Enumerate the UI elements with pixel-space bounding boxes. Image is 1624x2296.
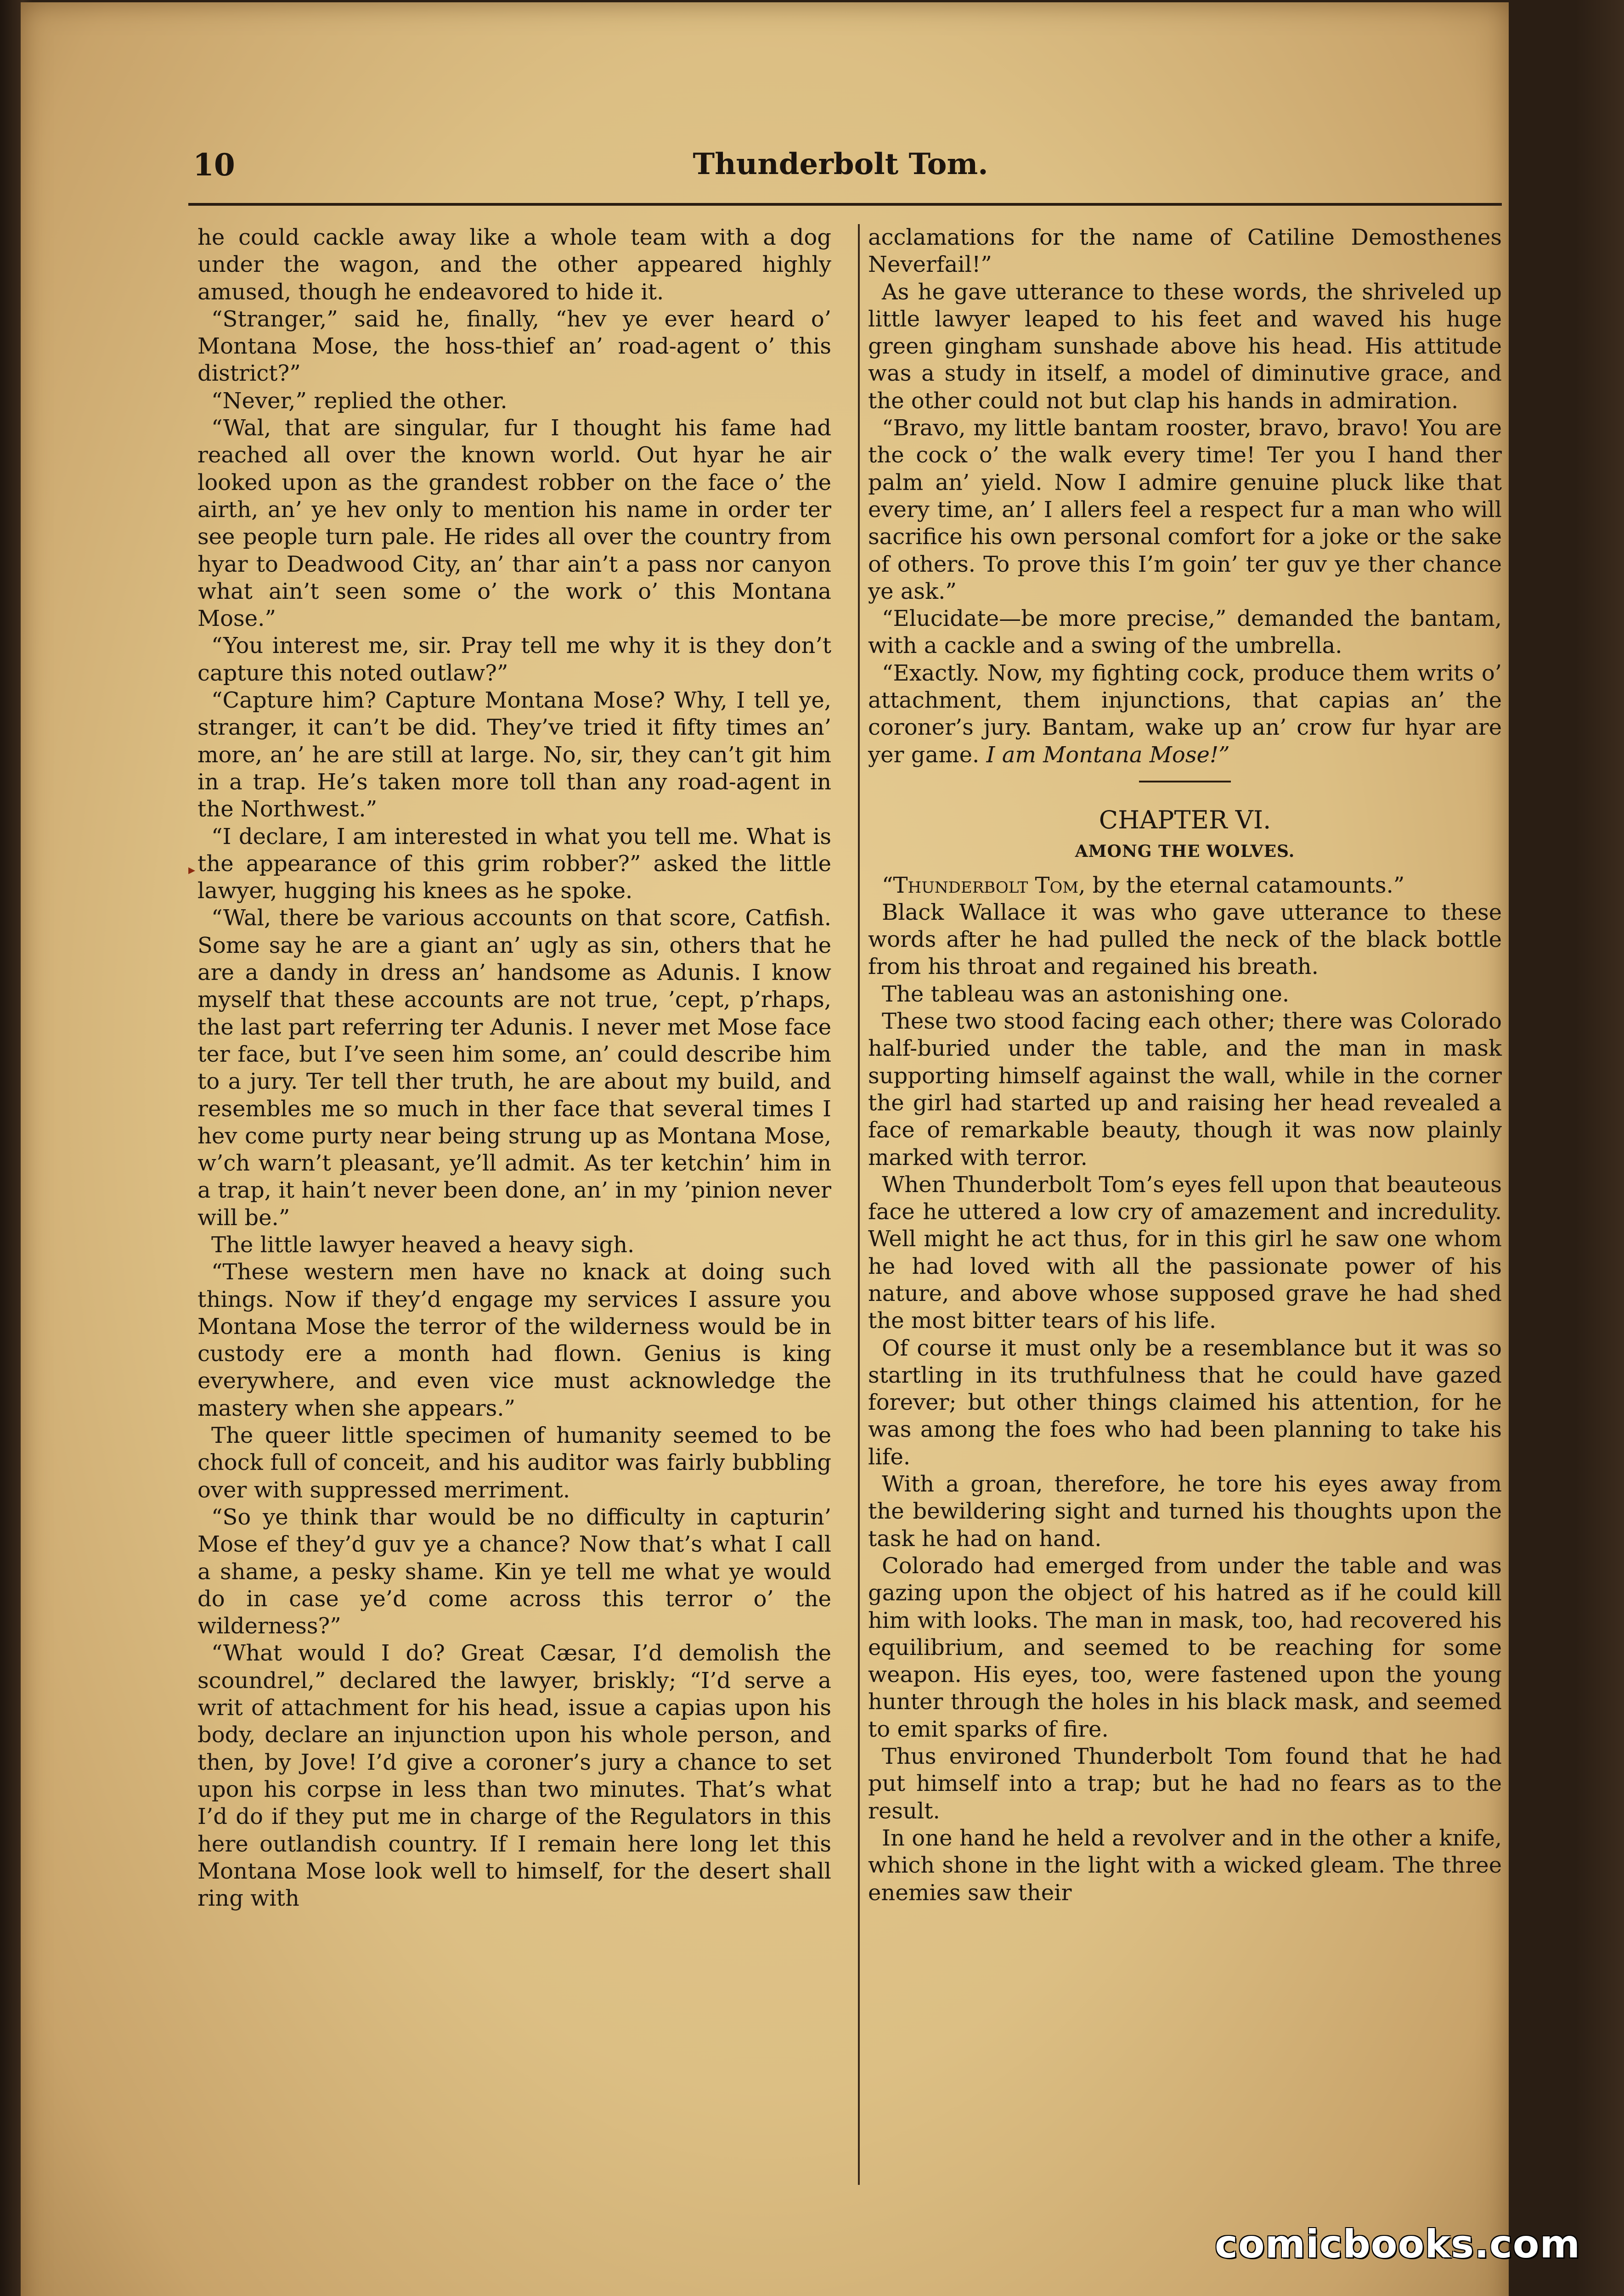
- paragraph: “Elucidate—be more precise,” demanded the bantam, with a cackle and a swing of the umbrella.: [868, 606, 1502, 659]
- small-caps-name: “Thunderbolt Tom,: [882, 872, 1086, 898]
- page-header: [175, 147, 1506, 193]
- paragraph-text: by the eternal catamounts.”: [1092, 872, 1405, 898]
- paragraph: When Thunderbolt Tom’s eyes fell upon that beauteous face he uttered a low cry of amazement and incredulity. Well might he act thus, for in this girl he saw one whom he had loved with all the passionate power of his nature, and above whose supposed grave he had shed the most bitter tears of his life.: [868, 1171, 1502, 1334]
- paragraph: “Capture him? Capture Montana Mose? Why, I tell ye, stranger, it can’t be did. They’ve tried it fifty times an’ more, an’ he are still at large. No, sir, they can’t git him in a trap. He’s taken more toll than any road-agent in the Northwest.”: [197, 687, 831, 822]
- paragraph: Thus environed Thunderbolt Tom found that he had put himself into a trap; but he had no fears as to the result.: [868, 1744, 1502, 1824]
- paragraph: In one hand he held a revolver and in the other a knife, which shone in the light with a wicked gleam. The three enemies saw their: [868, 1825, 1502, 1906]
- paragraph: The queer little specimen of humanity seemed to be chock full of conceit, and his auditor was fairly bubbling over with suppressed merriment.: [197, 1423, 831, 1503]
- paragraph-text: “Exactly. Now, my fighting cock, produce them writs o’ attachment, them injunctions, that capias an’ the coroner’s jury. Bantam, wake up an’ crow fur hyar are yer game.: [868, 660, 1502, 768]
- paragraph: “Stranger,” said he, finally, “hev ye ever heard o’ Montana Mose, the hoss-thief an’ road-agent o’ this district?”: [197, 306, 831, 387]
- column-divider: [858, 224, 860, 2185]
- chapter-subtitle: AMONG THE WOLVES.: [1075, 842, 1295, 861]
- site-watermark: comicbooks.com: [1215, 2222, 1580, 2267]
- paragraph: Black Wallace it was who gave utterance to these words after he had pulled the neck of the black bottle from his throat and regained his breath.: [868, 899, 1502, 980]
- paragraph: Colorado had emerged from under the table and was gazing upon the object of his hatred as if he could kill him with looks. The man in mask, too, had recovered his equilibrium, and seemed to be reaching for some weapon. His eyes, too, were fastened upon the young hunter through the holes in his black mask, and seemed to emit sparks of fire.: [868, 1553, 1502, 1742]
- right-column: [868, 224, 1502, 1907]
- header-rule: [188, 203, 1502, 206]
- paragraph: Of course it must only be a resemblance but it was so startling in its truthfulness that he could have gazed forever; but other things claimed his attention, for he was among the foes who had been planning to take his life.: [868, 1335, 1502, 1470]
- paragraph: [868, 872, 1502, 899]
- paragraph: “So ye think thar would be no difficulty in capturin’ Mose ef they’d guv ye a chance? Now that’s what I call a shame, a pesky shame. Kin ye tell me what ye would do in case ye’d come across this terror o’ the wilderness?”: [197, 1504, 831, 1639]
- page-number: 10: [193, 147, 235, 183]
- paragraph: The tableau was an astonishing one.: [882, 981, 1290, 1007]
- margin-mark: ▸: [188, 862, 196, 878]
- paragraph: “Wal, that are singular, fur I thought his fame had reached all over the known world. Out hyar he air looked upon as the grandest robber on the face o’ the airth, an’ ye hev only to mention his name in order ter see people turn pale. He rides all over the country from hyar to Deadwood City, an’ thar ain’t a pass nor canyon what ain’t seen some o’ the work o’ this Montana Mose.”: [197, 415, 831, 632]
- paragraph: he could cackle away like a whole team with a dog under the wagon, and the other appeared highly amused, though he endeavored to hide it.: [197, 225, 831, 305]
- paragraph: “What would I do? Great Cæsar, I’d demolish the scoundrel,” declared the lawyer, briskly; “I’d serve a writ of attachment for his head, issue a capias upon his body, declare an injunction upon his whole person, and then, by Jove! I’d give a coroner’s jury a chance to set upon his corpse in less than two minutes. That’s what I’d do if they put me in charge of the Regulators in this here outlandish country. If I remain here long let this Montana Mose look well to himself, for the desert shall ring with: [197, 1640, 831, 1912]
- section-rule: [1139, 781, 1231, 782]
- paragraph: With a groan, therefore, he tore his eyes away from the bewildering sight and turned his thoughts upon the task he had on hand.: [868, 1471, 1502, 1552]
- running-title: Thunderbolt Tom.: [693, 147, 988, 181]
- paragraph: The little lawyer heaved a heavy sigh.: [211, 1232, 635, 1258]
- chapter-title: CHAPTER VI.: [1099, 805, 1271, 834]
- paragraph: “These western men have no knack at doing such things. Now if they’d engage my services I assure you Montana Mose the terror of the wilderness would be in custody ere a month had flown. Genius is king everywhere, and even vice must acknowledge the mastery when she appears.”: [197, 1259, 831, 1421]
- paragraph: “Bravo, my little bantam rooster, bravo, bravo! You are the cock o’ the walk every time! Ter you I hand ther palm an’ yield. Now I admire genuine pluck like that every time, an’ I allers feel a respect fur a man who will sacrifice his own personal comfort for a joke or the sake of others. To prove this I’m goin’ ter guv ye ther chance ye ask.”: [868, 415, 1502, 604]
- paragraph: acclamations for the name of Catiline Demosthenes Neverfail!”: [868, 225, 1502, 278]
- paragraph: “Wal, there be various accounts on that score, Catfish. Some say he are a giant an’ ugly as sin, others that he are a dandy in dress an’ handsome as Adunis. I know myself that these accounts are not true, ’cept, p’rhaps, the last part referring ter Adunis. I never met Mose face ter face, but I’ve seen him some, an’ could describe him to a jury. Ter tell ther truth, he are about my build, and resembles me so much in ther face that several times I hev come purty near being strung up as Montana Mose, w’ch warn’t pleasant, ye’ll admit. As ter ketchin’ him in a trap, it hain’t never been done, an’ in my ’pinion never will be.”: [197, 905, 831, 1231]
- paragraph: These two stood facing each other; there was Colorado half-buried under the table, and the man in mask supporting himself against the wall, while in the corner the girl had started up and raising her head revealed a face of remarkable beauty, though it was now plainly marked with terror.: [868, 1008, 1502, 1171]
- paragraph: “You interest me, sir. Pray tell me why it is they don’t capture this noted outlaw?”: [197, 633, 831, 686]
- paragraph: “I declare, I am interested in what you tell me. What is the appearance of this grim robber?” asked the little lawyer, hugging his knees as he spoke.: [197, 823, 831, 904]
- left-column: [197, 224, 831, 1912]
- paragraph: “Never,” replied the other.: [211, 388, 508, 414]
- paragraph: [868, 660, 1502, 769]
- italic-declaration: I am Montana Mose!”: [986, 742, 1230, 768]
- paragraph: As he gave utterance to these words, the shriveled up little lawyer leaped to his feet and waved his huge green gingham sunshade above his head. His attitude was a study in itself, a model of diminutive grace, and the other could not but clap his hands in admiration.: [868, 279, 1502, 414]
